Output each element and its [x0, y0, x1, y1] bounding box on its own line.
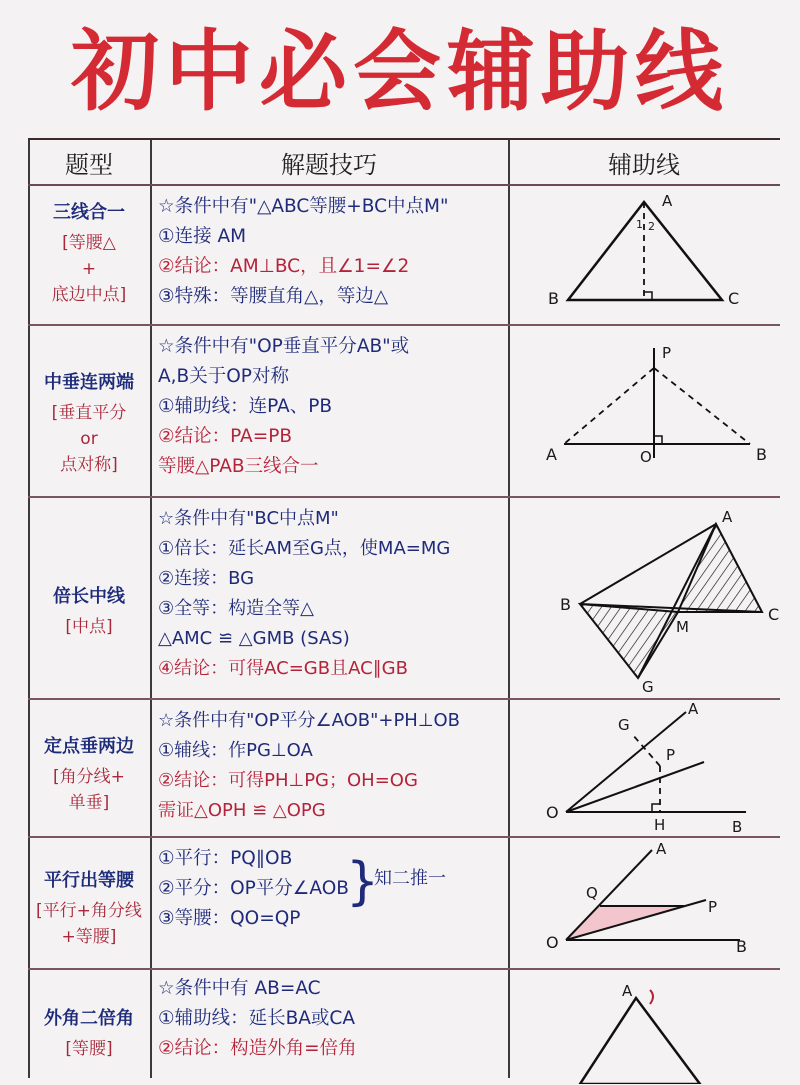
type-cell [28, 198, 150, 308]
table-row [28, 324, 780, 498]
type-sub: [垂直平分 or 点对称] [51, 403, 127, 475]
technique-line: A,B关于OP对称 [158, 366, 289, 387]
page-title: 初中必会辅助线 [70, 19, 729, 123]
type-name: 平行出等腰 [44, 870, 134, 891]
label-p: P [662, 344, 672, 362]
technique-cell [158, 706, 508, 826]
table-row [28, 836, 780, 970]
technique-line: ②连接：BG [158, 568, 255, 589]
label-c: C [728, 289, 740, 308]
table-header [28, 138, 780, 186]
technique-line: ②平分：OP平分∠AOB [158, 878, 349, 899]
label-m: M [676, 618, 689, 636]
label-h: H [654, 816, 666, 834]
technique-cell [158, 974, 508, 1064]
label-q: Q [586, 884, 598, 902]
technique-line: 需证△OPH ≌ △OPG [158, 800, 326, 821]
technique-line: ☆条件中有"OP平分∠AOB"+PH⊥OB [158, 710, 461, 731]
label-b: B [756, 445, 767, 464]
header-line: 辅助线 [608, 150, 680, 179]
type-cell [28, 368, 150, 478]
label-b: B [736, 937, 747, 956]
type-sub: [中点] [65, 617, 113, 637]
angle-1: 1 [636, 218, 643, 231]
label-a: A [688, 702, 699, 718]
label-g: G [642, 678, 654, 694]
technique-line: ②结论：构造外角=倍角 [158, 1038, 357, 1059]
label-o: O [640, 448, 652, 466]
header-type: 题型 [65, 150, 113, 179]
type-cell [28, 732, 150, 816]
technique-line: 等腰△PAB三线合一 [158, 456, 319, 477]
type-name: 定点垂两边 [44, 736, 134, 757]
technique-line: ②结论：PA=PB [158, 426, 293, 447]
type-sub: [等腰] [65, 1039, 113, 1059]
technique-cell [158, 844, 508, 934]
label-a: A [546, 445, 557, 464]
label-g: G [618, 716, 630, 734]
type-cell [28, 582, 150, 640]
exterior-angle-figure [510, 972, 780, 1084]
technique-line: ①辅助线：延长BA或CA [158, 1008, 356, 1029]
double-median-figure [510, 500, 780, 694]
technique-line: ④结论：可得AC=GB且AC∥GB [158, 658, 408, 679]
technique-line: ①连接 AM [158, 226, 247, 247]
technique-line: ①辅线：作PG⊥OA [158, 740, 313, 761]
technique-line: ☆条件中有"OP垂直平分AB"或 [158, 336, 410, 357]
table-row [28, 968, 780, 1085]
brace-note: 知二推一 [374, 868, 446, 889]
technique-line: ☆条件中有 AB=AC [158, 978, 321, 999]
label-o: O [546, 933, 559, 952]
label-b: B [548, 289, 559, 308]
table-row [28, 698, 780, 838]
technique-line: ☆条件中有"BC中点M" [158, 508, 339, 529]
technique-line: ②结论：AM⊥BC，且∠1=∠2 [158, 256, 410, 277]
table-row [28, 184, 780, 326]
type-name: 外角二倍角 [44, 1008, 134, 1029]
label-a: A [656, 840, 667, 858]
perpendicular-bisector-figure [510, 328, 780, 492]
label-a: A [722, 508, 733, 526]
type-cell [28, 866, 150, 950]
type-sub: [平行+角分线 +等腰] [36, 901, 142, 947]
technique-line: ③等腰：QO=QP [158, 908, 301, 929]
label-c: C [768, 605, 780, 624]
type-name: 三线合一 [53, 202, 125, 223]
angle-bisector-figure [510, 702, 780, 834]
type-sub: [角分线+ 单垂] [53, 767, 125, 813]
type-name: 中垂连两端 [44, 372, 134, 393]
label-b: B [732, 818, 743, 834]
label-o: O [546, 803, 559, 822]
technique-line: ③全等：构造全等△ [158, 598, 314, 619]
type-sub: [等腰△ + 底边中点] [51, 233, 127, 305]
technique-line: ☆条件中有"△ABC等腰+BC中点M" [158, 196, 449, 217]
isosceles-triangle-figure [510, 188, 780, 320]
label-p: P [666, 746, 676, 764]
label-a: A [622, 982, 633, 1000]
technique-cell [158, 192, 508, 312]
label-a: A [662, 192, 673, 210]
content-table [28, 138, 780, 186]
angle-2: 2 [648, 220, 655, 233]
technique-line: ③特殊：等腰直角△，等边△ [158, 286, 389, 307]
label-b: B [560, 595, 571, 614]
brace: } [346, 852, 380, 912]
technique-line: ①平行：PQ∥OB [158, 848, 293, 869]
technique-line: ①辅助线：连PA、PB [158, 396, 333, 417]
technique-cell [158, 504, 508, 684]
header-technique: 解题技巧 [281, 150, 377, 179]
technique-cell [158, 332, 508, 482]
technique-line: △AMC ≌ △GMB (SAS) [158, 628, 350, 649]
label-p: P [708, 898, 718, 916]
technique-line: ②结论：可得PH⊥PG；OH=OG [158, 770, 418, 791]
type-cell [28, 1004, 150, 1062]
technique-line: ①倍长：延长AM至G点，使MA=MG [158, 538, 451, 559]
type-name: 倍长中线 [53, 586, 125, 607]
table-row [28, 496, 780, 700]
parallel-isosceles-figure [510, 840, 780, 964]
